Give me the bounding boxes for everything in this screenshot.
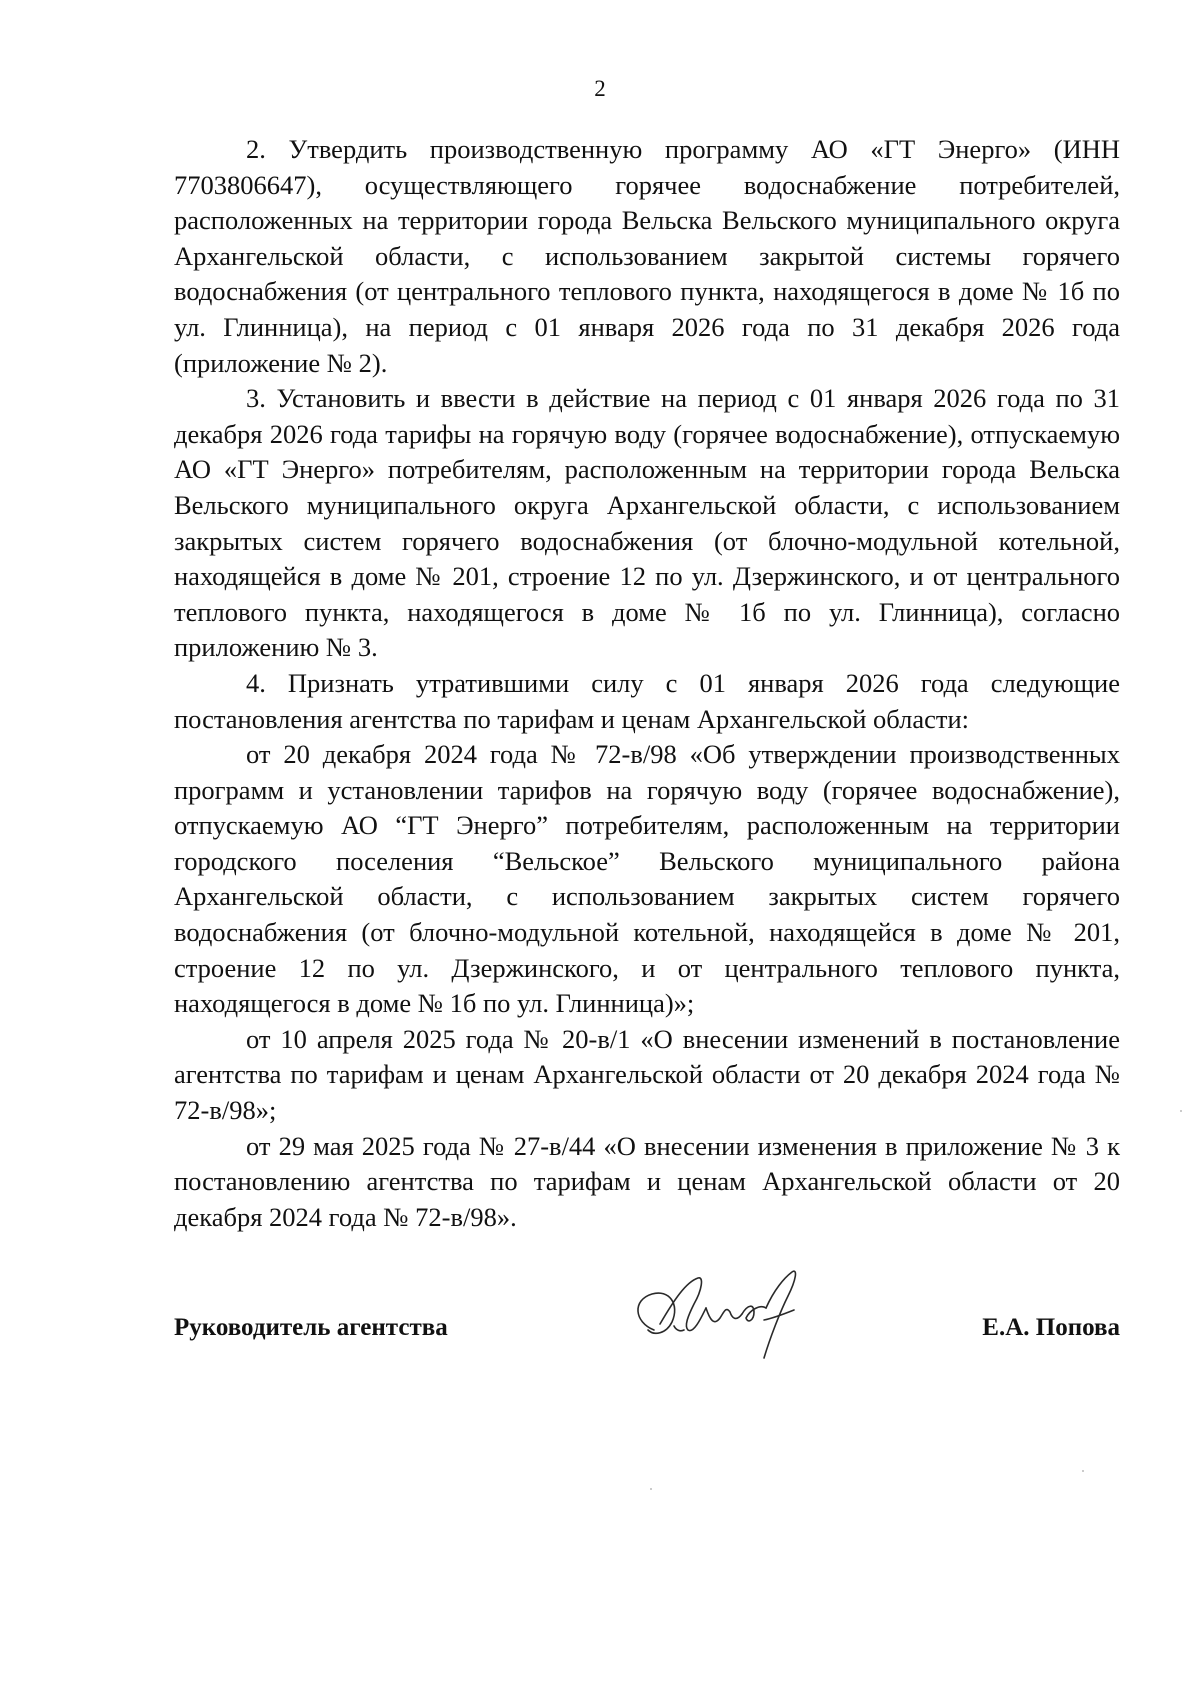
- paragraph-repealed-resolution-1: от 20 декабря 2024 года № 72-в/98 «Об утверждении производственных программ и установлении тарифов на горячую воду (горячее водоснабжение), отпускаемую АО “ГТ Энерго” потребителям, расположенным на территории городского поселения “Вельское” Вельского муниципального района Архангельской области, с использованием закрытых систем горячего водоснабжения (от блочно-модульной котельной, находящейся в доме № 201, строение 12 по ул. Дзержинского, и от центрального теплового пункта, находящегося в доме № 1б по ул. Глинница)»;: [174, 739, 1120, 1019]
- paragraph-set-tariffs: 3. Установить и ввести в действие на период с 01 января 2026 года по 31 декабря 2026 года тарифы на горячую воду (горячее водоснабжение), отпускаемую АО «ГТ Энерго» потребителям, расположенным на территории города Вельска Вельского муниципального округа Архангельской области, с использованием закрытых систем горячего водоснабжения (от блочно-модульной котельной, находящейся в доме № 201, строение 12 по ул. Дзержинского, и от центрального теплового пункта, находящегося в доме № 1б по ул. Глинница), согласно приложению № 3.: [174, 383, 1120, 663]
- paragraph-approve-program: 2. Утвердить производственную программу АО «ГТ Энерго» (ИНН 7703806647), осуществляющего горячее водоснабжение потребителей, расположенных на территории города Вельска Вельского муниципального округа Архангельской области, с использованием закрытой системы горячего водоснабжения (от центрального теплового пункта, находящегося в доме № 1б по ул. Глинница), на период с 01 января 2026 года по 31 декабря 2026 года (приложение № 2).: [174, 134, 1120, 378]
- scan-speck: [1082, 1470, 1084, 1472]
- handwritten-signature: [614, 1260, 814, 1380]
- paragraph-repeal-heading: 4. Признать утратившими силу с 01 января 2026 года следующие постановления агентства по тарифам и ценам Архангельской области:: [174, 667, 1120, 734]
- page-number: 2: [594, 76, 606, 101]
- scan-speck: [650, 1488, 652, 1490]
- signature-block: [174, 1260, 1120, 1380]
- signer-position: Руководитель агентства: [174, 1314, 448, 1341]
- paragraph-repealed-resolution-3: от 29 мая 2025 года № 27-в/44 «О внесении изменения в приложение № 3 к постановлению агентства по тарифам и ценам Архангельской области от 20 декабря 2024 года № 72-в/98».: [174, 1130, 1120, 1232]
- document-body: [174, 132, 1120, 1235]
- scan-speck: [1180, 1110, 1182, 1112]
- paragraph-repealed-resolution-2: от 10 апреля 2025 года № 20-в/1 «О внесении изменений в постановление агентства по тарифам и ценам Архангельской области от 20 декабря 2024 года № 72-в/98»;: [174, 1023, 1120, 1126]
- signer-name: Е.А. Попова: [982, 1314, 1120, 1341]
